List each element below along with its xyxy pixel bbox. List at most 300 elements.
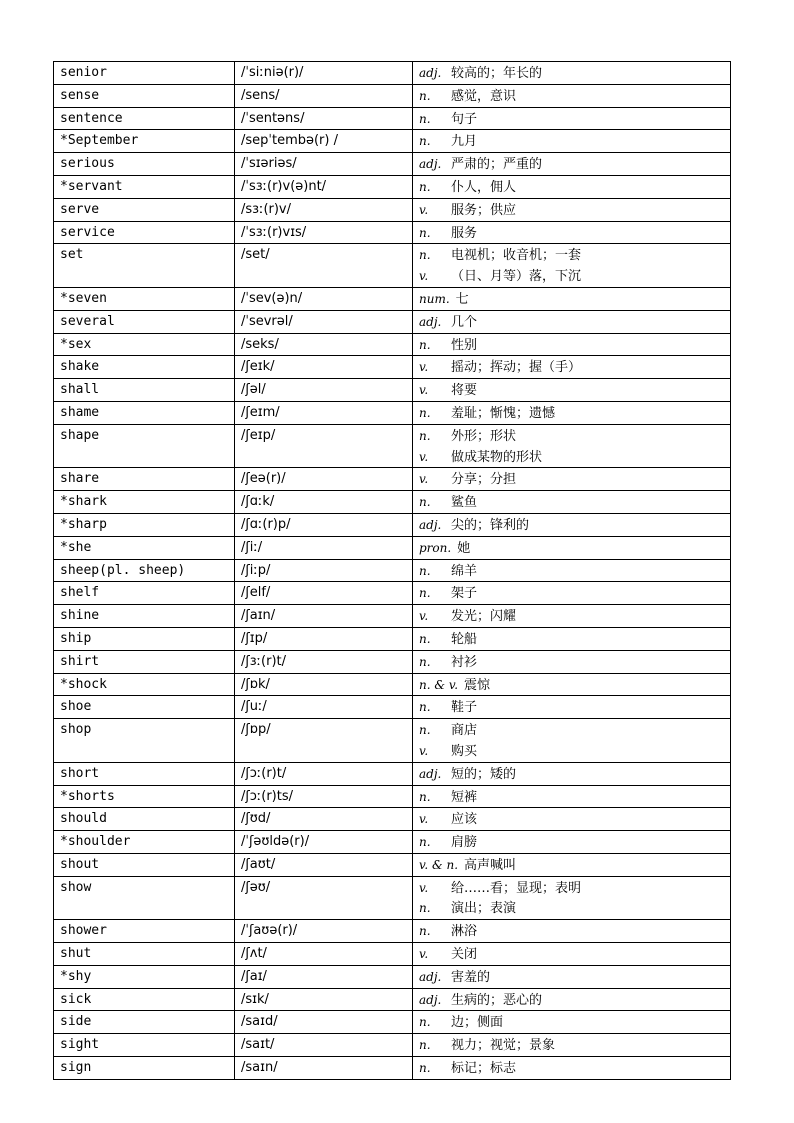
- table-row: [54, 719, 731, 763]
- part-of-speech: n.: [419, 428, 431, 443]
- sense-line: [419, 675, 724, 696]
- chinese-meaning: 高声喊叫: [464, 857, 517, 873]
- pronunciation-cell: /ʃaɪn/: [235, 605, 413, 628]
- meaning-cell: [413, 356, 731, 379]
- word-cell: *sex: [54, 333, 235, 356]
- pronunciation-cell: /ʃəʊ/: [235, 876, 413, 920]
- sense-line: [419, 86, 724, 107]
- part-of-speech: n.: [419, 111, 431, 126]
- meaning-cell: [413, 153, 731, 176]
- pronunciation-cell: /ʃiːp/: [235, 559, 413, 582]
- table-row: [54, 513, 731, 536]
- chinese-meaning: 服务: [451, 225, 478, 241]
- pronunciation-cell: /ˈsev(ə)n/: [235, 287, 413, 310]
- meaning-cell: [413, 424, 731, 468]
- table-row: [54, 130, 731, 153]
- table-row: [54, 536, 731, 559]
- table-row: [54, 965, 731, 988]
- meaning-cell: [413, 401, 731, 424]
- word-cell: side: [54, 1011, 235, 1034]
- part-of-speech: v.: [419, 880, 429, 895]
- chinese-meaning: 尖的；锋利的: [451, 517, 530, 533]
- word-cell: shape: [54, 424, 235, 468]
- sense-line: [419, 1035, 724, 1056]
- pronunciation-cell: /saɪd/: [235, 1011, 413, 1034]
- part-of-speech: n.: [419, 924, 431, 939]
- sense-line: [419, 131, 724, 152]
- chinese-meaning: 较高的；年长的: [451, 66, 543, 81]
- meaning-cell: [413, 221, 731, 244]
- word-cell: service: [54, 221, 235, 244]
- meaning-cell: [413, 62, 731, 85]
- word-cell: shout: [54, 853, 235, 876]
- word-cell: *she: [54, 536, 235, 559]
- word-cell: *shy: [54, 965, 235, 988]
- part-of-speech: adj.: [419, 992, 442, 1007]
- word-cell: shirt: [54, 650, 235, 673]
- chinese-meaning: 演出；表演: [451, 901, 517, 917]
- chinese-meaning: 七: [455, 291, 469, 307]
- part-of-speech: n.: [419, 405, 431, 420]
- part-of-speech: n.: [419, 88, 431, 103]
- pronunciation-cell: /ʃeɪk/: [235, 356, 413, 379]
- pronunciation-cell: /ʃeɪm/: [235, 401, 413, 424]
- part-of-speech: n.: [419, 631, 431, 646]
- chinese-meaning: 摇动；挥动；握（手）: [451, 360, 582, 376]
- word-cell: serious: [54, 153, 235, 176]
- word-cell: should: [54, 808, 235, 831]
- sense-line: [419, 335, 724, 356]
- word-cell: serve: [54, 198, 235, 221]
- word-cell: short: [54, 762, 235, 785]
- part-of-speech: v.: [419, 383, 429, 398]
- chinese-meaning: 性别: [451, 337, 478, 353]
- vocabulary-table: [53, 61, 731, 1080]
- sense-line: [419, 629, 724, 650]
- word-cell: shower: [54, 920, 235, 943]
- sense-line: [419, 63, 724, 84]
- part-of-speech: n.: [419, 700, 431, 715]
- word-cell: sight: [54, 1034, 235, 1057]
- sense-line: [419, 447, 724, 468]
- meaning-cell: [413, 965, 731, 988]
- meaning-cell: [413, 287, 731, 310]
- chinese-meaning: 严肃的；严重的: [451, 157, 543, 173]
- part-of-speech: n.: [419, 789, 431, 804]
- sense-line: [419, 380, 724, 401]
- word-cell: sentence: [54, 107, 235, 130]
- meaning-cell: [413, 84, 731, 107]
- sense-line: [419, 357, 724, 378]
- pronunciation-cell: /saɪn/: [235, 1057, 413, 1080]
- word-cell: share: [54, 468, 235, 491]
- table-row: [54, 582, 731, 605]
- part-of-speech: n.: [419, 586, 431, 601]
- sense-line: [419, 606, 724, 627]
- meaning-cell: [413, 559, 731, 582]
- sense-line: [419, 1058, 724, 1079]
- table-row: [54, 1011, 731, 1034]
- word-cell: shame: [54, 401, 235, 424]
- part-of-speech: v.: [419, 743, 429, 758]
- table-row: [54, 153, 731, 176]
- sense-line: [419, 515, 724, 536]
- table-row: [54, 333, 731, 356]
- pronunciation-cell: /ʃɒp/: [235, 719, 413, 763]
- chinese-meaning: 羞耻；惭愧；遗憾: [451, 405, 556, 421]
- word-cell: shelf: [54, 582, 235, 605]
- table-row: [54, 831, 731, 854]
- chinese-meaning: 分享；分担: [451, 472, 517, 488]
- pronunciation-cell: /ʃeɪp/: [235, 424, 413, 468]
- part-of-speech: n.: [419, 1015, 431, 1030]
- meaning-cell: [413, 175, 731, 198]
- part-of-speech: v.: [419, 947, 429, 962]
- sense-line: [419, 223, 724, 244]
- chinese-meaning: 感觉，意识: [451, 88, 517, 104]
- word-cell: *servant: [54, 175, 235, 198]
- chinese-meaning: 关闭: [451, 947, 478, 963]
- part-of-speech: n.: [419, 225, 431, 240]
- meaning-cell: [413, 988, 731, 1011]
- pronunciation-cell: /ˈsentəns/: [235, 107, 413, 130]
- table-row: [54, 401, 731, 424]
- meaning-cell: [413, 244, 731, 288]
- pronunciation-cell: /ʃeə(r)/: [235, 468, 413, 491]
- table-row: [54, 468, 731, 491]
- word-cell: show: [54, 876, 235, 920]
- word-cell: shine: [54, 605, 235, 628]
- pronunciation-cell: /ʃaʊt/: [235, 853, 413, 876]
- part-of-speech: adj.: [419, 314, 442, 329]
- part-of-speech: n.: [419, 901, 431, 916]
- sense-line: [419, 154, 724, 175]
- chinese-meaning: 应该: [451, 812, 478, 828]
- pronunciation-cell: /ˈsɜː(r)vɪs/: [235, 221, 413, 244]
- part-of-speech: v.: [419, 449, 429, 464]
- pronunciation-cell: /ˈsevrəl/: [235, 310, 413, 333]
- word-cell: sick: [54, 988, 235, 1011]
- part-of-speech: v.: [419, 360, 429, 375]
- sense-line: [419, 990, 724, 1011]
- table-row: [54, 673, 731, 696]
- chinese-meaning: 电视机；收音机；一套: [451, 248, 582, 264]
- pronunciation-cell: /ˈsɜː(r)v(ə)nt/: [235, 175, 413, 198]
- chinese-meaning: 购买: [451, 743, 478, 759]
- pronunciation-cell: /ʃɪp/: [235, 627, 413, 650]
- word-cell: *shoulder: [54, 831, 235, 854]
- part-of-speech: n.: [419, 248, 431, 263]
- meaning-cell: [413, 719, 731, 763]
- sense-line: [419, 809, 724, 830]
- chinese-meaning: 她: [457, 540, 471, 556]
- sense-line: [419, 787, 724, 808]
- table-row: [54, 424, 731, 468]
- part-of-speech: n.: [419, 134, 431, 149]
- pronunciation-cell: /sens/: [235, 84, 413, 107]
- table-row: [54, 876, 731, 920]
- pronunciation-cell: /set/: [235, 244, 413, 288]
- meaning-cell: [413, 536, 731, 559]
- chinese-meaning: 服务；供应: [451, 202, 517, 218]
- meaning-cell: [413, 310, 731, 333]
- sense-line: [419, 583, 724, 604]
- chinese-meaning: 鲨鱼: [451, 495, 478, 511]
- table-row: [54, 627, 731, 650]
- part-of-speech: n. & v.: [419, 677, 459, 692]
- part-of-speech: n.: [419, 723, 431, 738]
- pronunciation-cell: /saɪt/: [235, 1034, 413, 1057]
- meaning-cell: [413, 333, 731, 356]
- chinese-meaning: 几个: [451, 314, 478, 330]
- word-cell: *shock: [54, 673, 235, 696]
- table-row: [54, 762, 731, 785]
- chinese-meaning: 淋浴: [451, 924, 478, 940]
- sense-line: [419, 469, 724, 490]
- chinese-meaning: 标记；标志: [451, 1061, 517, 1077]
- chinese-meaning: 句子: [451, 111, 478, 127]
- pronunciation-cell: /ʃʊd/: [235, 808, 413, 831]
- table-row: [54, 84, 731, 107]
- meaning-cell: [413, 468, 731, 491]
- meaning-cell: [413, 853, 731, 876]
- sense-line: [419, 720, 724, 741]
- table-row: [54, 605, 731, 628]
- chinese-meaning: 给……看；显现；表明: [451, 880, 582, 896]
- chinese-meaning: 将要: [451, 383, 478, 399]
- pronunciation-cell: /ʃɔː(r)t/: [235, 762, 413, 785]
- sense-line: [419, 266, 724, 287]
- chinese-meaning: 商店: [451, 723, 478, 739]
- sense-line: [419, 289, 724, 310]
- meaning-cell: [413, 920, 731, 943]
- sense-line: [419, 944, 724, 965]
- meaning-cell: [413, 107, 731, 130]
- meaning-cell: [413, 876, 731, 920]
- sense-line: [419, 967, 724, 988]
- chinese-meaning: 绵羊: [451, 563, 478, 579]
- table-row: [54, 650, 731, 673]
- vocabulary-table-body: [54, 62, 731, 1080]
- sense-line: [419, 898, 724, 919]
- pronunciation-cell: /sepˈtembə(r) /: [235, 130, 413, 153]
- table-row: [54, 943, 731, 966]
- sense-line: [419, 832, 724, 853]
- table-row: [54, 379, 731, 402]
- chinese-meaning: 九月: [451, 134, 478, 150]
- pronunciation-cell: /ʃəl/: [235, 379, 413, 402]
- word-cell: *shorts: [54, 785, 235, 808]
- meaning-cell: [413, 379, 731, 402]
- meaning-cell: [413, 650, 731, 673]
- chinese-meaning: 架子: [451, 586, 478, 602]
- pronunciation-cell: /ˈʃəʊldə(r)/: [235, 831, 413, 854]
- part-of-speech: n.: [419, 337, 431, 352]
- chinese-meaning: 视力；视觉；景象: [451, 1038, 556, 1054]
- sense-line: [419, 561, 724, 582]
- part-of-speech: adj.: [419, 517, 442, 532]
- sense-line: [419, 109, 724, 130]
- chinese-meaning: 生病的；恶心的: [451, 992, 543, 1008]
- part-of-speech: n.: [419, 835, 431, 850]
- pronunciation-cell: /sɜː(r)v/: [235, 198, 413, 221]
- chinese-meaning: （日、月等）落，下沉: [451, 269, 582, 285]
- sense-line: [419, 878, 724, 899]
- table-row: [54, 244, 731, 288]
- pronunciation-cell: /seks/: [235, 333, 413, 356]
- pronunciation-cell: /ʃelf/: [235, 582, 413, 605]
- table-row: [54, 221, 731, 244]
- word-cell: *sharp: [54, 513, 235, 536]
- word-cell: shall: [54, 379, 235, 402]
- word-cell: several: [54, 310, 235, 333]
- pronunciation-cell: /ʃɒk/: [235, 673, 413, 696]
- sense-line: [419, 403, 724, 424]
- word-cell: shoe: [54, 696, 235, 719]
- word-cell: shake: [54, 356, 235, 379]
- pronunciation-cell: /ʃɑːk/: [235, 491, 413, 514]
- pronunciation-cell: /ʃɔː(r)ts/: [235, 785, 413, 808]
- meaning-cell: [413, 582, 731, 605]
- word-cell: sheep(pl. sheep): [54, 559, 235, 582]
- sense-line: [419, 200, 724, 221]
- part-of-speech: adj.: [419, 766, 442, 781]
- sense-line: [419, 245, 724, 266]
- meaning-cell: [413, 831, 731, 854]
- pronunciation-cell: /ʃɑː(r)p/: [235, 513, 413, 536]
- part-of-speech: v.: [419, 472, 429, 487]
- pronunciation-cell: /ʃuː/: [235, 696, 413, 719]
- word-cell: sense: [54, 84, 235, 107]
- chinese-meaning: 肩膀: [451, 835, 478, 851]
- chinese-meaning: 做成某物的形状: [451, 449, 543, 465]
- sense-line: [419, 312, 724, 333]
- pronunciation-cell: /ˈʃaʊə(r)/: [235, 920, 413, 943]
- meaning-cell: [413, 198, 731, 221]
- word-cell: set: [54, 244, 235, 288]
- part-of-speech: n.: [419, 1038, 431, 1053]
- chinese-meaning: 短裤: [451, 789, 478, 805]
- table-row: [54, 696, 731, 719]
- chinese-meaning: 衬衫: [451, 654, 478, 670]
- part-of-speech: num.: [419, 291, 450, 306]
- table-row: [54, 62, 731, 85]
- sense-line: [419, 426, 724, 447]
- chinese-meaning: 害羞的: [451, 969, 491, 985]
- chinese-meaning: 鞋子: [451, 700, 478, 716]
- part-of-speech: n.: [419, 495, 431, 510]
- word-cell: *seven: [54, 287, 235, 310]
- table-row: [54, 808, 731, 831]
- sense-line: [419, 855, 724, 876]
- table-row: [54, 198, 731, 221]
- part-of-speech: pron.: [419, 540, 452, 555]
- part-of-speech: n.: [419, 654, 431, 669]
- chinese-meaning: 轮船: [451, 631, 478, 647]
- sense-line: [419, 921, 724, 942]
- meaning-cell: [413, 1034, 731, 1057]
- word-cell: *September: [54, 130, 235, 153]
- word-cell: shut: [54, 943, 235, 966]
- meaning-cell: [413, 605, 731, 628]
- word-cell: shop: [54, 719, 235, 763]
- table-row: [54, 559, 731, 582]
- chinese-meaning: 外形；形状: [451, 428, 517, 444]
- table-row: [54, 1057, 731, 1080]
- table-row: [54, 107, 731, 130]
- pronunciation-cell: /ʃiː/: [235, 536, 413, 559]
- sense-line: [419, 177, 724, 198]
- pronunciation-cell: /ʃʌt/: [235, 943, 413, 966]
- sense-line: [419, 538, 724, 559]
- pronunciation-cell: /ʃɜː(r)t/: [235, 650, 413, 673]
- part-of-speech: v.: [419, 609, 429, 624]
- part-of-speech: n.: [419, 179, 431, 194]
- table-row: [54, 785, 731, 808]
- pronunciation-cell: /ˈsɪəriəs/: [235, 153, 413, 176]
- meaning-cell: [413, 130, 731, 153]
- part-of-speech: n.: [419, 563, 431, 578]
- part-of-speech: v.: [419, 812, 429, 827]
- table-row: [54, 175, 731, 198]
- chinese-meaning: 发光；闪耀: [451, 609, 517, 625]
- sense-line: [419, 652, 724, 673]
- pronunciation-cell: /sɪk/: [235, 988, 413, 1011]
- meaning-cell: [413, 673, 731, 696]
- part-of-speech: adj.: [419, 66, 442, 80]
- part-of-speech: adj.: [419, 969, 442, 984]
- meaning-cell: [413, 808, 731, 831]
- part-of-speech: v.: [419, 269, 429, 284]
- table-row: [54, 920, 731, 943]
- sense-line: [419, 492, 724, 513]
- word-cell: ship: [54, 627, 235, 650]
- pronunciation-cell: /ʃaɪ/: [235, 965, 413, 988]
- table-row: [54, 1034, 731, 1057]
- meaning-cell: [413, 1057, 731, 1080]
- meaning-cell: [413, 762, 731, 785]
- chinese-meaning: 短的；矮的: [451, 766, 517, 782]
- part-of-speech: v.: [419, 202, 429, 217]
- table-row: [54, 853, 731, 876]
- part-of-speech: v. & n.: [419, 857, 459, 872]
- word-cell: senior: [54, 62, 235, 85]
- word-cell: sign: [54, 1057, 235, 1080]
- table-row: [54, 356, 731, 379]
- sense-line: [419, 764, 724, 785]
- chinese-meaning: 震惊: [464, 677, 491, 693]
- sense-line: [419, 697, 724, 718]
- meaning-cell: [413, 1011, 731, 1034]
- meaning-cell: [413, 785, 731, 808]
- table-row: [54, 988, 731, 1011]
- word-cell: *shark: [54, 491, 235, 514]
- table-row: [54, 491, 731, 514]
- meaning-cell: [413, 491, 731, 514]
- chinese-meaning: 边；侧面: [451, 1015, 504, 1031]
- meaning-cell: [413, 627, 731, 650]
- part-of-speech: adj.: [419, 157, 442, 172]
- pronunciation-cell: /ˈsiːniə(r)/: [235, 62, 413, 85]
- meaning-cell: [413, 696, 731, 719]
- chinese-meaning: 仆人，佣人: [451, 179, 517, 195]
- meaning-cell: [413, 943, 731, 966]
- meaning-cell: [413, 513, 731, 536]
- table-row: [54, 310, 731, 333]
- sense-line: [419, 741, 724, 762]
- sense-line: [419, 1012, 724, 1033]
- part-of-speech: n.: [419, 1061, 431, 1076]
